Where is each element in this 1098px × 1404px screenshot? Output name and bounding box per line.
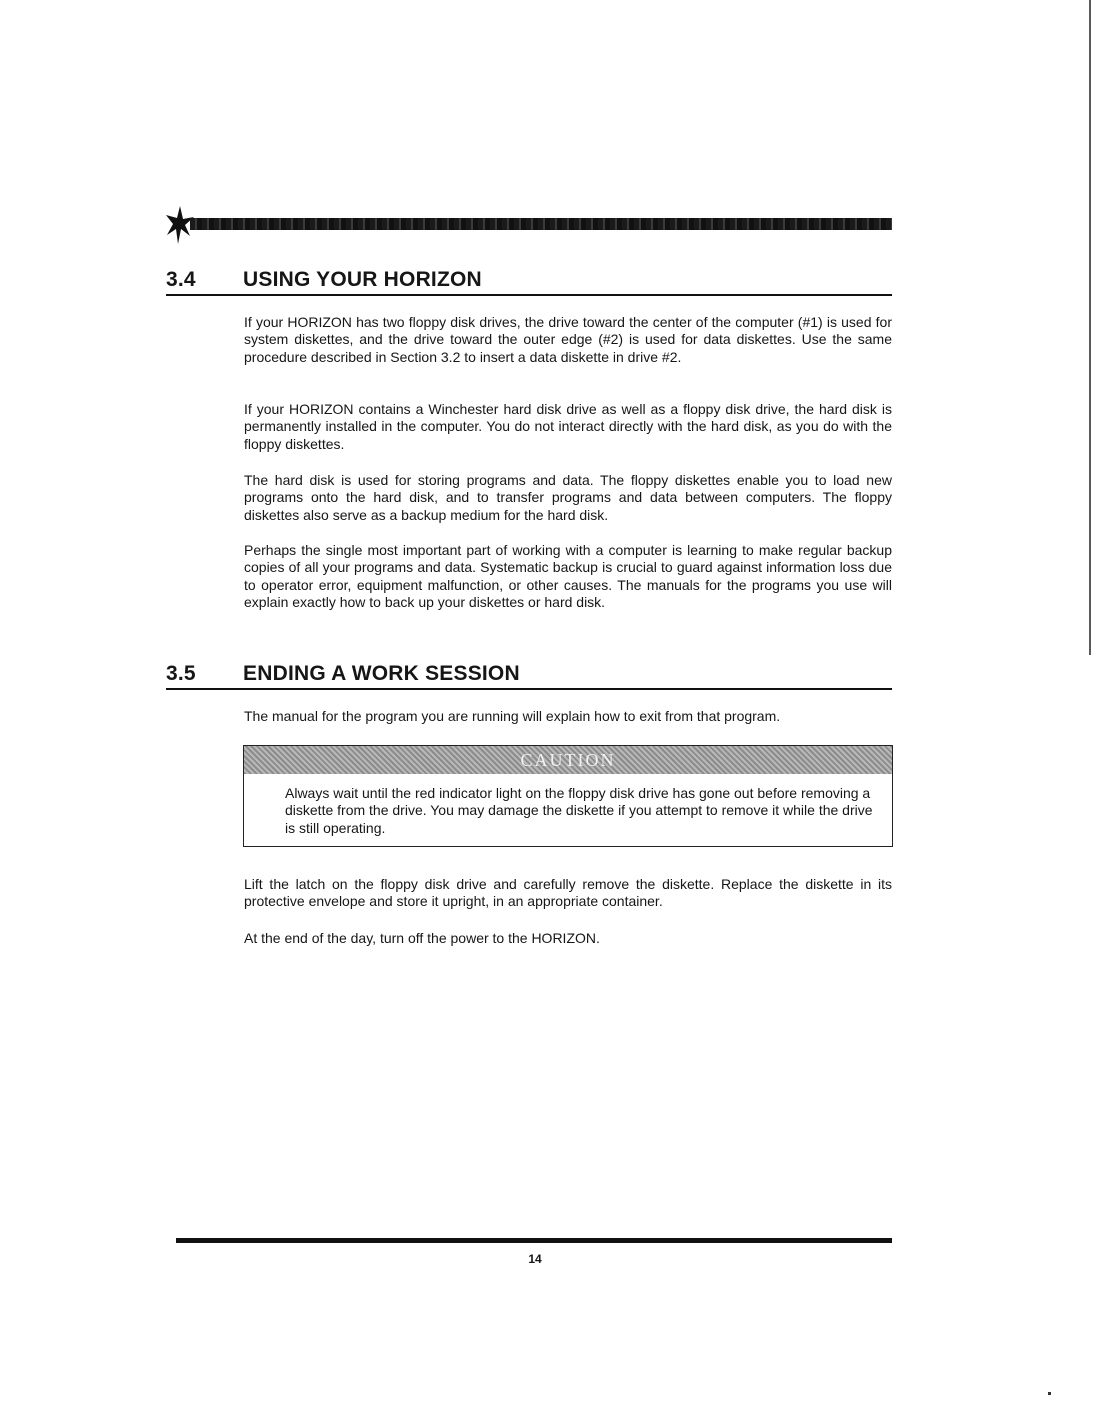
caution-box bbox=[243, 745, 893, 847]
paragraph: The manual for the program you are running will explain how to exit from that program. bbox=[244, 708, 781, 724]
paragraph: Lift the latch on the floppy disk drive and carefully remove the diskette. Replace the diskette in its protective envelope and store it upright, in an appropriate container. bbox=[244, 876, 892, 910]
section-number: 3.5 bbox=[166, 662, 196, 685]
chapter-header-rule bbox=[166, 204, 892, 244]
section-heading-3-5 bbox=[166, 662, 892, 690]
scan-edge-line bbox=[1089, 0, 1091, 655]
section-title: USING YOUR HORIZON bbox=[243, 268, 482, 291]
paragraph: If your HORIZON has two floppy disk drives, the drive toward the center of the computer (#1) is used for system diskettes, and the drive toward the outer edge (#2) is used for data diskettes. Use the same procedure described in Section 3.2 to insert a data diskette in drive #2. bbox=[244, 314, 892, 365]
caution-banner bbox=[244, 746, 892, 774]
page-number: 14 bbox=[528, 1252, 542, 1266]
paragraph: If your HORIZON contains a Winchester hard disk drive as well as a floppy disk drive, the hard disk is permanently installed in the computer. You do not interact directly with the hard disk, as you do with the floppy diskettes. bbox=[244, 401, 892, 452]
scan-speck bbox=[1048, 1392, 1051, 1395]
paragraph: Perhaps the single most important part of working with a computer is learning to make regular backup copies of all your programs and data. Systematic backup is crucial to guard against information loss due to operator error, equipment malfunction, or other causes. The manuals for the programs you use will explain exactly how to back up your diskettes or hard disk. bbox=[244, 542, 892, 611]
paragraph: The hard disk is used for storing programs and data. The floppy diskettes enable you to load new programs onto the hard disk, and to transfer programs and data between computers. The floppy diskettes also serve as a backup medium for the hard disk. bbox=[244, 472, 892, 523]
section-number: 3.4 bbox=[166, 268, 196, 291]
caution-label: CAUTION bbox=[520, 750, 616, 770]
footer-rule bbox=[176, 1238, 892, 1243]
section-title: ENDING A WORK SESSION bbox=[243, 662, 520, 685]
header-bar bbox=[190, 218, 892, 230]
paragraph: At the end of the day, turn off the power to the HORIZON. bbox=[244, 930, 600, 946]
caution-text: Always wait until the red indicator light on the floppy disk drive has gone out before removing a diskette from the drive. You may damage the diskette if you attempt to remove it while the drive is still operating. bbox=[285, 785, 873, 836]
section-heading-3-4 bbox=[166, 268, 892, 296]
